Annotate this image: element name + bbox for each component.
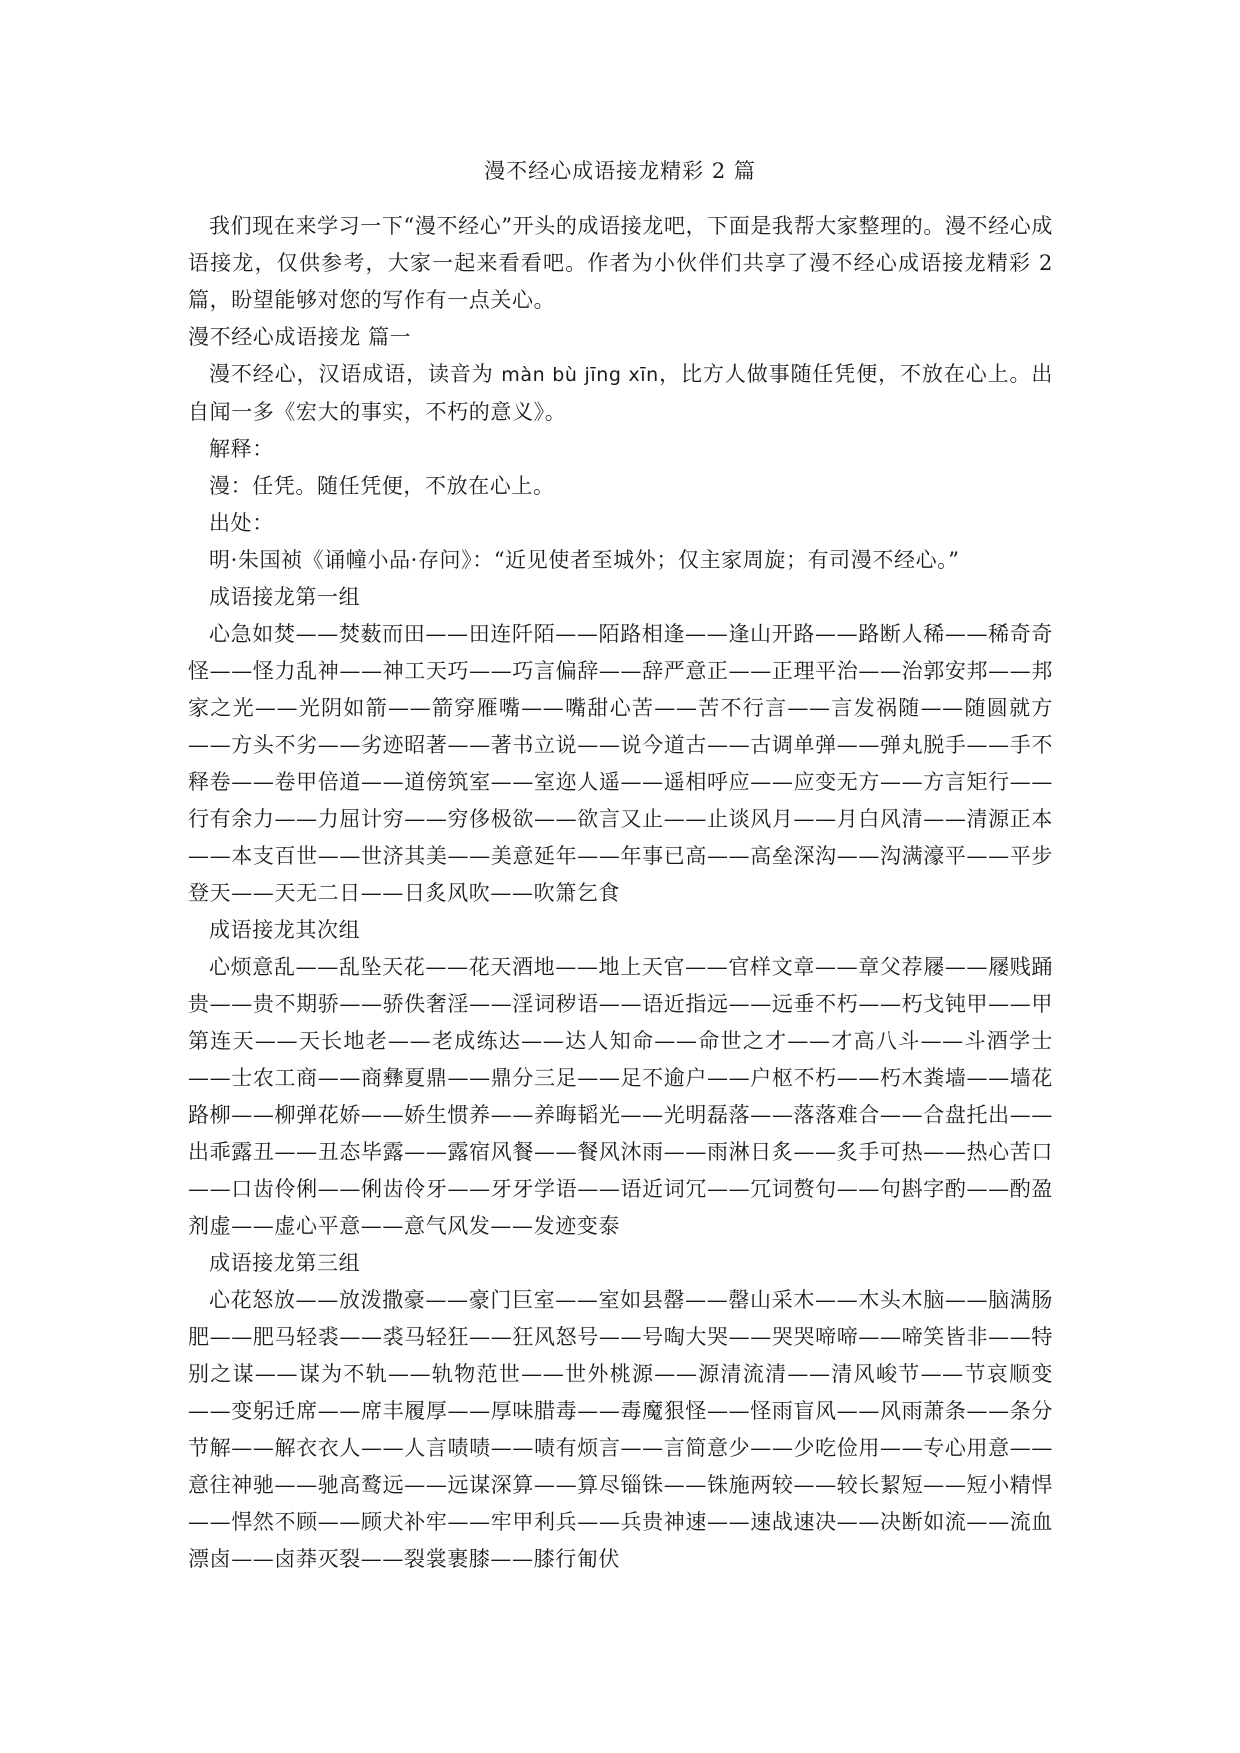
group-one-heading: 成语接龙第一组: [209, 585, 361, 609]
group-three-heading: 成语接龙第三组: [209, 1251, 361, 1275]
section-one-heading: 漫不经心成语接龙 篇一: [188, 325, 412, 349]
document-title: 漫不经心成语接龙精彩 2 篇: [484, 159, 756, 183]
definition-paragraph: [188, 356, 1053, 431]
group-one-text: 心急如焚——焚薮而田——田连阡陌——陌路相逢——逢山开路——路断人稀——稀奇奇怪——怪力乱神——神工天巧——巧言偏辞——辞严意正——正理平治——治郭安邦——邦家之光——光阴如箭——箭穿雁嘴——嘴甜心苦——苦不行言——言发祸随——随圆就方——方头不劣——劣迹昭著——著书立说——说今道古——古调单弹——弹丸脱手——手不释卷——卷甲倍道——道傍筑室——室迩人遥——遥相呼应——应变无方——方言矩行——行有余力——力屈计穷——穷侈极欲——欲言又止——止谈风月——月白风清——清源正本——本支百世——世济其美——美意延年——年事已高——高垒深沟——沟满濠平——平步登天——天无二日——日炙风吹——吹箫乞食: [188, 622, 1053, 905]
definition-text-end: ，比方人做事随任凭便，不放在心上。出自闻一多《宏大的事实，不朽的意义》。: [188, 362, 1053, 424]
definition-text-start: 漫不经心，汉语成语，读音为: [209, 362, 502, 386]
source-text: 明·朱国祯《诵幢小品·存问》：“近见使者至城外；仅主家周旋；有司漫不经心。”: [209, 548, 960, 572]
explain-text: 漫：任凭。随任凭便，不放在心上。: [209, 474, 555, 498]
explain-label: 解释：: [209, 437, 274, 461]
pinyin-text: màn bù jīng xīn: [501, 364, 659, 386]
intro-paragraph: 我们现在来学习一下“漫不经心”开头的成语接龙吧，下面是我帮大家整理的。漫不经心成语接龙，仅供参考，大家一起来看看吧。作者为小伙伴们共享了漫不经心成语接龙精彩 2 篇，盼望能够对您的写作有一点关心。: [188, 214, 1053, 312]
source-label: 出处：: [209, 511, 274, 535]
document-body: [188, 208, 1053, 1578]
group-three-text: 心花怒放——放泼撒豪——豪门巨室——室如县罄——罄山采木——木头木脑——脑满肠肥——肥马轻裘——裘马轻狂——狂风怒号——号啕大哭——哭哭啼啼——啼笑皆非——特别之谋——谋为不轨——轨物范世——世外桃源——源清流清——清风峻节——节哀顺变——变躬迁席——席丰履厚——厚味腊毒——毒魔狠怪——怪雨盲风——风雨萧条——条分节解——解衣衣人——人言啧啧——啧有烦言——言简意少——少吃俭用——专心用意——意往神驰——驰高鹜远——远谋深算——算尽锱铢——铢施两较——较长絜短——短小精悍——悍然不顾——顾犬补牢——牢甲利兵——兵贵神速——速战速决——决断如流——流血漂卤——卤莽灭裂——裂裳裹膝——膝行匍伏: [188, 1288, 1053, 1571]
group-two-heading: 成语接龙其次组: [209, 918, 361, 942]
group-two-text: 心烦意乱——乱坠天花——花天酒地——地上天官——官样文章——章父荐屦——屦贱踊贵——贵不期骄——骄佚奢淫——淫词秽语——语近指远——远垂不朽——朽戈钝甲——甲第连天——天长地老——老成练达——达人知命——命世之才——才高八斗——斗酒学士——士农工商——商彝夏鼎——鼎分三足——足不逾户——户枢不朽——朽木粪墙——墙花路柳——柳弹花娇——娇生惯养——养晦韬光——光明磊落——落落难合——合盘托出——出乖露丑——丑态毕露——露宿风餐——餐风沐雨——雨淋日炙——炙手可热——热心苦口——口齿伶俐——俐齿伶牙——牙牙学语——语近词冗——冗词赘句——句斟字酌——酌盈剂虚——虚心平意——意气风发——发迹变泰: [188, 955, 1053, 1238]
